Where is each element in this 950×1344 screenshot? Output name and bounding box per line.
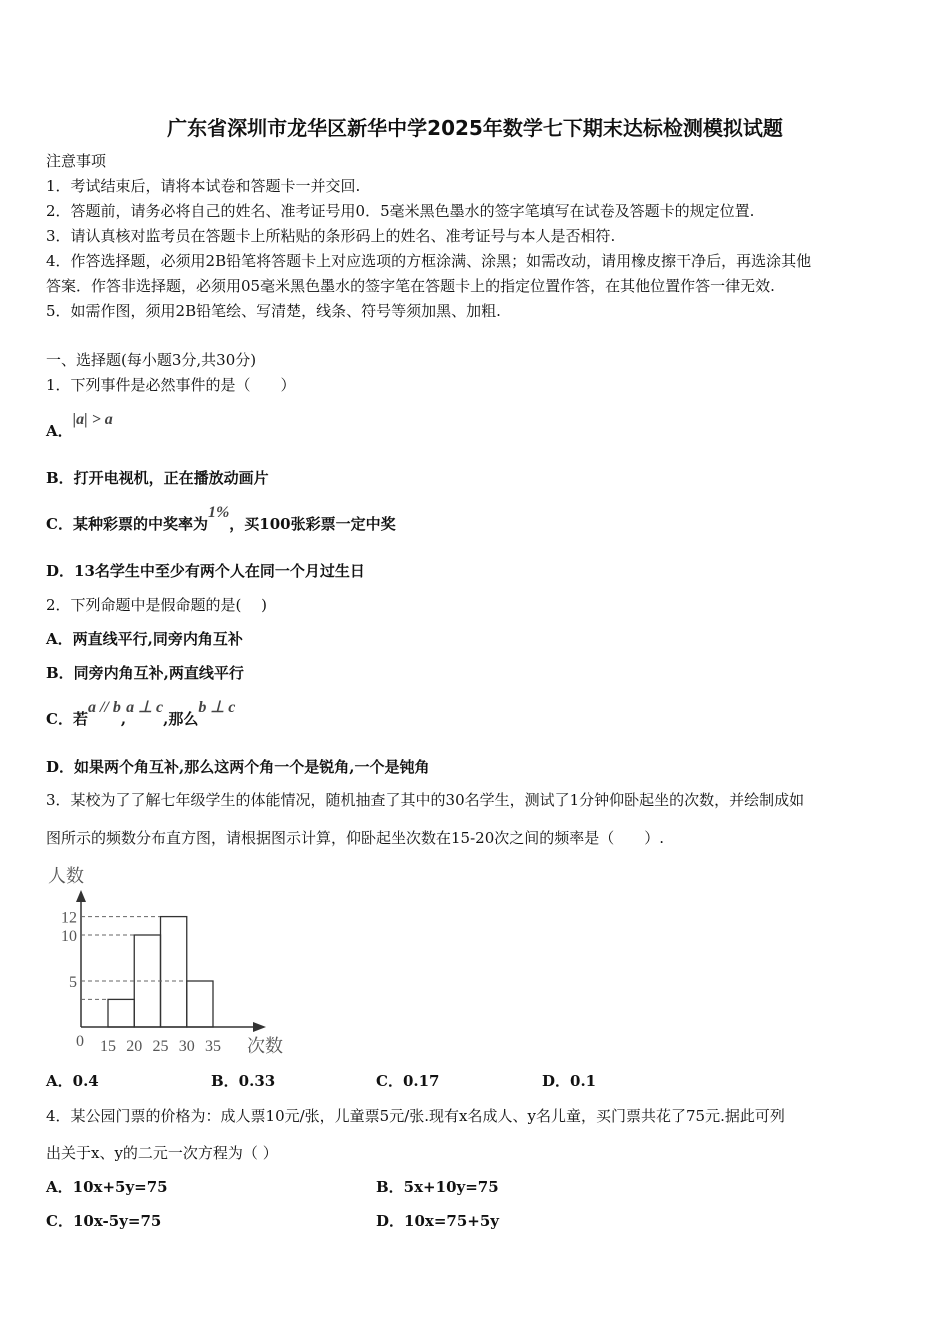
notice-item: 4．作答选择题，必须用2B铅笔将答题卡上对应选项的方框涂满、涂黑；如需改动，请用橡皮擦干净后，再选涂其他	[46, 252, 812, 270]
math-expr: 1%	[207, 504, 230, 521]
question-3-line2: 图所示的频数分布直方图，请根据图示计算，仰卧起坐次数在15-20次之间的频率是（ ）.	[46, 829, 665, 847]
q3-option-d: D．0.1	[542, 1072, 597, 1090]
q4-option-b: B．5x+10y=75	[376, 1178, 499, 1196]
math-expr: a ⊥ c	[126, 699, 164, 716]
histogram-bar	[187, 981, 213, 1027]
q1-option-c	[46, 504, 396, 535]
y-axis-arrow	[76, 890, 86, 902]
notice-item: 1．考试结束后，请将本试卷和答题卡一并交回.	[46, 177, 361, 195]
x-tick-label: 30	[178, 1038, 195, 1055]
notice-item: 2．答题前，请务必将自己的姓名、准考证号用0．5毫米黑色墨水的签字笔填写在试卷及答题卡的规定位置.	[46, 202, 755, 220]
option-label: A．	[46, 422, 73, 440]
x-tick-label: 25	[152, 1038, 169, 1055]
q3-option-c: C．0.17	[376, 1072, 440, 1090]
q4-option-c: C．10x-5y=75	[46, 1212, 162, 1230]
notice-item: 答案．作答非选择题，必须用05毫米黑色墨水的签字笔在答题卡上的指定位置作答，在其他位置作答一律无效.	[46, 277, 775, 295]
math-expr: |a| > a	[72, 411, 113, 428]
x-axis-arrow	[253, 1022, 266, 1032]
y-tick-label: 5	[69, 974, 77, 991]
question-4-line1: 4．某公园门票的价格为：成人票10元/张，儿童票5元/张.现有x名成人、y名儿童，买门票共花了75元.据此可列	[46, 1107, 785, 1125]
q2-option-b: B．同旁内角互补,两直线平行	[46, 664, 244, 682]
q2-option-c	[46, 699, 236, 730]
q3-option-a: A．0.4	[46, 1072, 99, 1090]
q4-option-a: A．10x+5y=75	[46, 1178, 168, 1196]
y-tick-label: 12	[61, 909, 77, 927]
math-expr: b ⊥ c	[198, 699, 236, 716]
question-1: 1．下列事件是必然事件的是（ ）	[46, 376, 296, 394]
math-expr: a // b	[87, 699, 121, 716]
histogram-bar	[161, 917, 187, 1027]
q1-option-d: D．13名学生中至少有两个人在同一个月过生日	[46, 562, 365, 580]
question-2: 2．下列命题中是假命题的是( )	[46, 596, 268, 614]
x-tick-label: 20	[126, 1038, 143, 1055]
q3-option-b: B．0.33	[211, 1072, 276, 1090]
page-title: 广东省深圳市龙华区新华中学2025年数学七下期末达标检测模拟试题	[167, 116, 783, 140]
x-tick-label: 35	[205, 1038, 221, 1055]
option-text: ，买100张彩票一定中奖	[229, 515, 396, 533]
q1-option-b: B．打开电视机，正在播放动画片	[46, 469, 269, 487]
notice-item: 3．请认真核对监考员在答题卡上所粘贴的条形码上的姓名、准考证号与本人是否相符.	[46, 227, 616, 245]
option-text: ,	[120, 710, 127, 728]
notice-heading: 注意事项	[46, 152, 107, 170]
notice-item: 5．如需作图，须用2B铅笔绘、写清楚，线条、符号等须加黑、加粗.	[46, 302, 501, 320]
y-axis-label: 人数	[48, 866, 84, 886]
q1-option-a	[46, 411, 113, 442]
q2-option-a: A．两直线平行,同旁内角互补	[46, 630, 243, 648]
section-heading: 一、选择题(每小题3分,共30分)	[46, 351, 257, 369]
option-text: ,那么	[163, 710, 199, 728]
x-axis-label: 次数	[247, 1036, 283, 1056]
option-text: C．某种彩票的中奖率为	[46, 515, 208, 533]
y-tick-label: 10	[61, 928, 77, 945]
x-tick-label: 15	[100, 1038, 116, 1055]
q2-option-d: D．如果两个角互补,那么这两个角一个是锐角,一个是钝角	[46, 758, 430, 776]
histogram	[40, 860, 300, 1060]
option-text: C．若	[46, 710, 88, 728]
q4-option-d: D．10x=75+5y	[376, 1212, 499, 1230]
histogram-bar	[108, 999, 134, 1027]
question-3-line1: 3．某校为了了解七年级学生的体能情况，随机抽查了其中的30名学生，测试了1分钟仰卧起坐的次数，并绘制成如	[46, 791, 805, 809]
origin-label: 0	[76, 1033, 84, 1050]
question-4-line2: 出关于x、y的二元一次方程为（ ）	[46, 1144, 278, 1162]
